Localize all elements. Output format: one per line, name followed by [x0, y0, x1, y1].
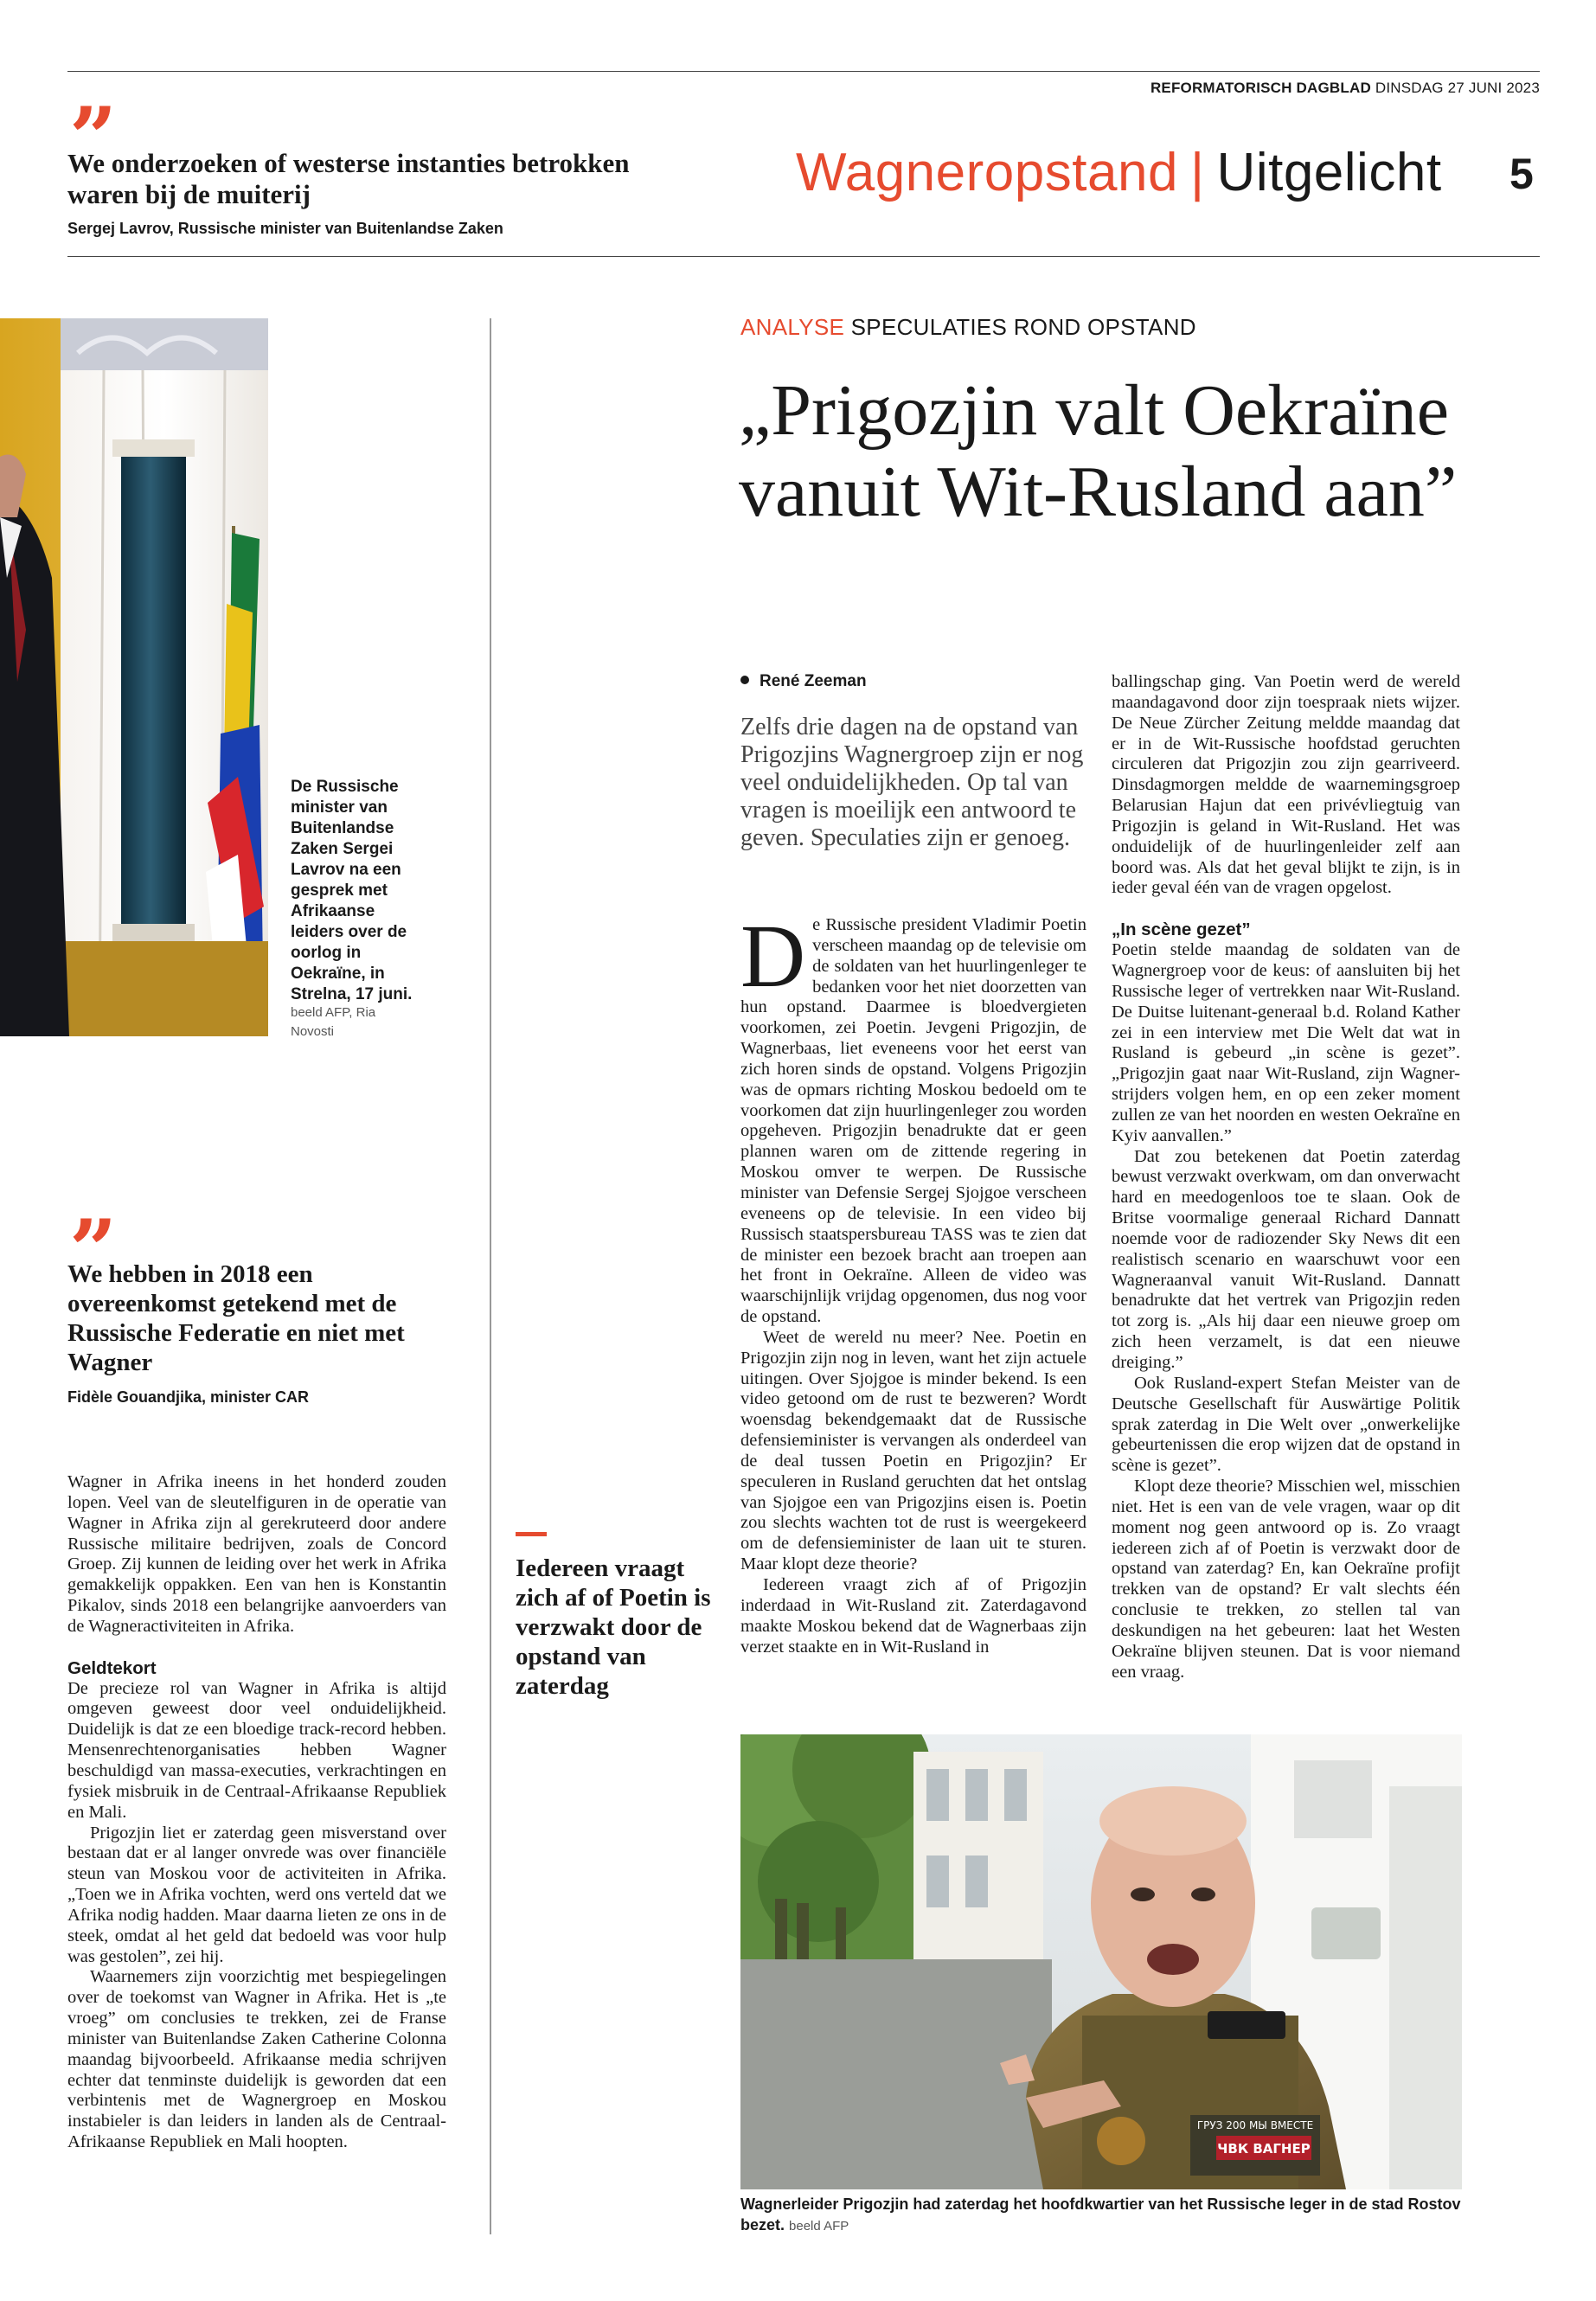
paper-info — [1151, 80, 1540, 97]
photo2-caption — [740, 2194, 1467, 2237]
article-subhead: „In scène gezet” — [1112, 920, 1251, 940]
left-paragraph: Wagner in Afrika ineens in het honderd zouden lopen. Veel van de sleutelfiguren in de operatie van Wagner in Afrika zijn al gerekruteerd door andere Russische militaire bedrijven, zoals de Concord Groep. Zij kunnen de leiding over het werk in Afrika gemakkelijk oppakken. Een van hen is Konstantin Pikalov, sinds 2018 een belangrijke aanvoerders van de Wagneractiviteiten in Afrika. — [67, 1472, 446, 1636]
right-body-text — [1112, 672, 1460, 1683]
photo1-credit: beeld AFP, Ria Novosti — [291, 1005, 376, 1039]
photo1-caption: De Russische minister van Buitenlandse Zaken Sergei Lavrov na een gesprek met Afrikaanse leiders over de oorlog in Oekraïne, in Strelna, 17 juni. — [291, 778, 413, 1003]
quote-mark-icon — [69, 1209, 117, 1254]
kicker-topic: SPECULATIES ROND OPSTAND — [850, 314, 1196, 340]
article-paragraph: Iedereen vraagt zich af of Prigozjin inderdaad in Wit-Rusland zit. Zaterdagavond maakte Moskou bekend dat de Wagnerbaas zijn verzet staakte en in Wit-Rusland in — [740, 1575, 1086, 1657]
quote-mark-icon — [69, 97, 117, 142]
header-bottom-rule — [67, 256, 1540, 257]
author-name: René Zeeman — [760, 672, 867, 690]
article-paragraph: Poetin stelde maandag de soldaten van de Wagnergroep voor de keus: of aansluiten bij het Russische leger of vertrekken naar Wit-Rusland. De Duitse luitenant-generaal b.d. Roland Kather zei in een interview met Die Welt dat wat in Rusland is gebeurd „in scène is gezet”. „Prigozjin gaat naar Wit-Rusland, zijn Wagner-strijders volgen hem, en op een zeker moment zullen ze van het noorden en westen Oekraïne en Kyiv aanvallen.” — [1112, 940, 1460, 1145]
left-body-text — [67, 1472, 446, 2153]
column-divider — [490, 318, 491, 2234]
paper-name: REFORMATORISCH DAGBLAD — [1150, 80, 1371, 96]
pull-quote: Iedereen vraagt zich af of Poetin is verzwakt door de opstand van zaterdag — [516, 1554, 711, 1700]
second-quote-text: We hebben in 2018 een overeenkomst getekend met de Russische Federatie en niet met Wagner — [67, 1260, 405, 1376]
middle-body-text — [740, 907, 1086, 1657]
article-author — [740, 672, 867, 691]
second-quote-author: Fidèle Gouandjika, minister CAR — [67, 1388, 310, 1406]
kicker-label: ANALYSE — [740, 314, 845, 340]
article-lede: Zelfs drie dagen na de opstand van Prigozjins Wagnergroep zijn er nog veel onduidelijkheden. Op tal van vragen is moeilijk een antwoord te geven. Speculaties zijn er genoeg. — [740, 714, 1084, 851]
prigozhin-photo — [740, 1734, 1462, 2189]
article-paragraph-text: e Russische president Vladimir Poetin verscheen maandag op de televisie om de soldaten van het huurlingenleger te bedanken voor het niet doorzetten van hun opstand. Daarmee is bloedvergieten voorkomen, zei Poetin. Jevgeni Prigozjin, de Wagnerbaas, liet eveneens voor het eerst van zich horen sinds de opstand. Volgens Prigozjin was de opmars richting Moskou bedoeld om te voorkomen dat zijn huurlingenleger zou worden opgeheven. Prigozjin benadrukte dat er geen plannen waren om de zittende regering in Moskou omver te werpen. De Russische minister van Defensie Sergej Sjojgoe verscheen eveneens op de televisie. In een video bij Russisch staatspersbureau TASS was te zien dat de minister een bezoek bracht aan troepen aan het front in Oekraïne. Alleen de video was waarschijnlijk vrijdag opgenomen, dus nog voor de opstand. — [740, 915, 1086, 1327]
article-paragraph: ballingschap ging. Van Poetin werd de wereld maandagavond door zijn toespraak niets wijzer. De Neue Zürcher Zeitung meldde maandag dat er in de Wit-Russische hoofdstad geruchten circuleren dat Prigozjin zou zijn gearriveerd. Dinsdagmorgen meldde de waarnemingsgroep Belarusian Hajun dat een privévliegtuig van Prigozjin is geland in Wit-Rusland. Het was onduidelijk of de huurlingenleider zelf aan boord was. Als dat het geval blijkt te zijn, is in ieder geval één van de vragen opgelost. — [1112, 672, 1460, 898]
article-paragraph — [740, 907, 1086, 1328]
dropcap: D — [740, 907, 806, 1006]
top-quote-author: Sergej Lavrov, Russische minister van Buitenlandse Zaken — [67, 220, 503, 237]
left-paragraph: De precieze rol van Wagner in Afrika is altijd omgeven geweest door veel onduidelijkheid. Duidelijk is dat ze een bloedige track-record hebben. Mensenrechtenorganisaties hebben Wagner beschuldigd van massa-executies, verkrachtingen en fysiek misbruik in de Centraal-Afrikaanse Republiek en Mali. — [67, 1678, 446, 1822]
photo2-credit: beeld AFP — [789, 2219, 849, 2234]
masthead-top-rule — [67, 71, 1540, 72]
left-paragraph: Prigozjin liet er zaterdag geen misverstand over bestaan dat er al langer onvrede was over financiële steun van Moskou voor de activiteiten in Afrika. „Toen we in Afrika vochten, werd ons verteld dat we Afrika nodig hadden. Maar daarna lieten ze ons in de steek, omdat al het geld dat bedoeld was voor hulp was gestolen”, zei hij. — [67, 1823, 446, 1966]
bullet-icon — [740, 676, 749, 684]
article-kicker — [740, 314, 1196, 341]
title-separator: | — [1189, 143, 1205, 202]
lavrov-photo — [0, 318, 268, 1036]
patch-text-1: ГРУЗ 200 МЫ ВМЕСТЕ — [1196, 2119, 1314, 2131]
article-paragraph: Weet de wereld nu meer? Nee. Poetin en Prigozjin zijn nog in leven, want het zijn actuele uitingen. Over Sjojgoe is minder bekend. Is een video getoond om de rust te bezweren? Wordt woensdag bekendgemaakt dat de Russische defensieminister is vervangen als onderdeel van de deal tussen Poetin en Prigozjin? Er speculeren in Rusland geruchten dat het ontslag van Sjojgoe een van Prigozjins eisen is. Poetin zou slechts wachten tot de rust is weergekeerd om de defensieminister de laan uit te sturen. Maar klopt deze theorie? — [740, 1327, 1086, 1574]
left-paragraph: Waarnemers zijn voorzichtig met bespiegelingen over de toekomst van Wagner in Afrika. Het is „te vroeg” om conclusies te trekken, zei de Franse minister van Buitenlandse Zaken Catherine Colonna maandag bijvoorbeeld. Afrikaanse media schrijven echter dat tenminste duidelijk is geworden dat een verbintenis met de Wagnergroep en Moskou instabieler is dan leiders in landen als de Centraal-Afrikaanse Republiek en Mali hoopten. — [67, 1967, 446, 2152]
left-subhead: Geldtekort — [67, 1657, 157, 1678]
subsection-name: Uitgelicht — [1216, 143, 1442, 202]
section-name: Wagneropstand — [796, 143, 1178, 202]
article-paragraph: Ook Rusland-expert Stefan Meister van de Deutsche Gesellschaft für Auswärtige Politik sprak zaterdag in Die Welt over „onwerkelijke gebeurtenissen die erop wijzen dat de opstand in scène is gezet”. — [1112, 1373, 1460, 1476]
photo2-caption-text: Wagnerleider Prigozjin had zaterdag het hoofdkwartier van het Russische leger in de stad Rostov bezet. — [740, 2195, 1461, 2234]
page-title — [796, 142, 1442, 203]
article-headline: „Prigozjin valt Oekraïne vanuit Wit-Rusland aan” — [739, 370, 1458, 532]
patch-text-2: ЧВК ВАГНЕР — [1217, 2141, 1311, 2157]
page-number: 5 — [1509, 150, 1534, 198]
top-quote-text: We onderzoeken of westerse instanties betrokken waren bij de muiterij — [67, 148, 630, 209]
pull-quote-bar — [516, 1532, 547, 1536]
article-paragraph: Dat zou betekenen dat Poetin zaterdag bewust verzwakt overkwam, om dan onverwacht hard en meedogenloos toe te slaan. Ook de Britse voormalige generaal Richard Dannatt noemde voor de radiozender Sky News dit een realistisch scenario en waarschuwt voor een Wagneraanval vanuit Wit-Rusland. Dannatt benadrukte dat het vertrek van Prigozjin reden tot zorg is. „Als hij daar een nieuwe groep om zich heen verzamelt, is dat een nieuwe dreiging.” — [1112, 1146, 1460, 1372]
article-paragraph: Klopt deze theorie? Misschien wel, misschien niet. Het is een van de vele vragen, waar op dit moment nog geen antwoord op is. Zo vraagt iedereen zich af of Poetin is verzwakt door de opstand van zaterdag? En, kan Oekraïne profijt trekken van de opstand? Er valt slechts één conclusie te trekken, zo stellen tal van deskundigen na het gebeuren: laat het Westen Oekraïne blijven steunen. Dat is voor niemand een vraag. — [1112, 1477, 1460, 1682]
paper-date: DINSDAG 27 JUNI 2023 — [1375, 80, 1540, 96]
